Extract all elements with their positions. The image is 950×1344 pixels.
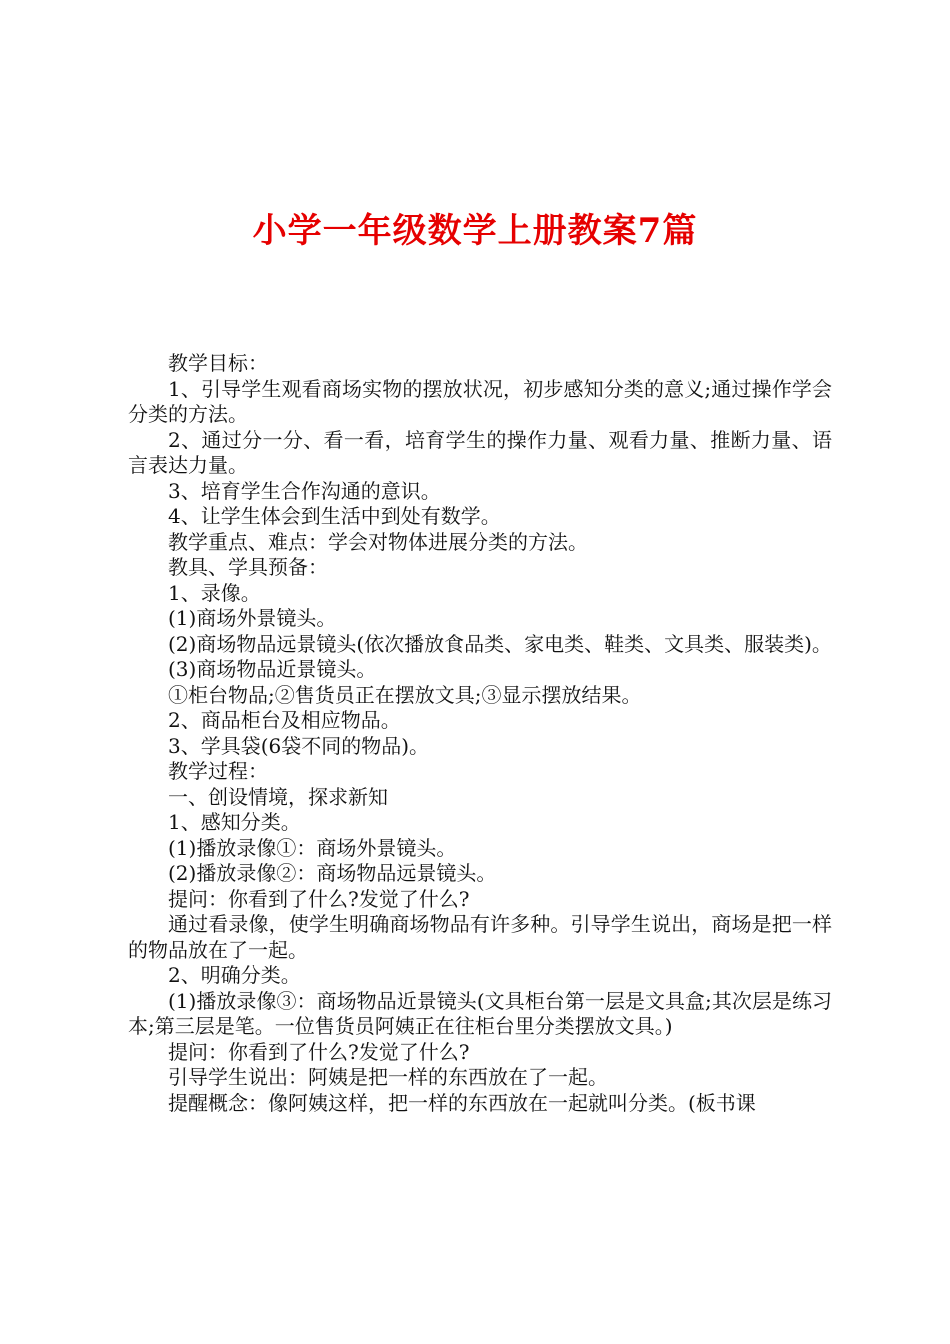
paragraph: 提问：你看到了什么?发觉了什么? <box>168 1039 470 1064</box>
paragraph: (2)商场物品远景镜头(依次播放食品类、家电类、鞋类、文具类、服装类)。 <box>168 631 832 656</box>
paragraph: 提问：你看到了什么?发觉了什么? <box>168 886 470 911</box>
paragraph: 4、让学生体会到生活中到处有数学。 <box>168 504 501 528</box>
paragraph: (1)播放录像①：商场外景镜头。 <box>168 835 457 860</box>
paragraph: 教具、学具预备： <box>168 555 328 579</box>
paragraph: 2、通过分一分、看一看，培育学生的操作力量、观看力量、推断力量、语言表达力量。 <box>128 427 832 477</box>
paragraph: (1)播放录像③：商场物品近景镜头(文具柜台第一层是文具盒;其次层是练习本;第三层是笔。一位售货员阿姨正在往柜台里分类摆放文具。) <box>128 988 832 1038</box>
paragraph: (1)商场外景镜头。 <box>168 606 337 630</box>
paragraph: 3、学具袋(6袋不同的物品)。 <box>168 733 430 758</box>
paragraph: 3、培育学生合作沟通的意识。 <box>168 478 441 503</box>
paragraph: 提醒概念：像阿姨这样，把一样的东西放在一起就叫分类。(板书课 <box>168 1090 756 1115</box>
paragraph: ①柜台物品;②售货员正在摆放文具;③显示摆放结果。 <box>168 682 642 707</box>
paragraph: (3)商场物品近景镜头。 <box>168 657 377 681</box>
paragraph: 2、明确分类。 <box>168 963 301 987</box>
paragraph: 一、创设情境，探求新知 <box>168 784 388 809</box>
document-body <box>128 351 832 1116</box>
paragraph: 1、录像。 <box>168 580 261 605</box>
paragraph: 1、引导学生观看商场实物的摆放状况，初步感知分类的意义;通过操作学会分类的方法。 <box>128 376 832 426</box>
paragraph: 引导学生说出：阿姨是把一样的东西放在了一起。 <box>168 1065 608 1089</box>
paragraph: 2、商品柜台及相应物品。 <box>168 708 401 732</box>
paragraph: 教学重点、难点：学会对物体进展分类的方法。 <box>168 529 588 554</box>
paragraph: 通过看录像，使学生明确商场物品有许多种。引导学生说出，商场是把一样的物品放在了一起。 <box>128 912 832 962</box>
paragraph: (2)播放录像②：商场物品远景镜头。 <box>168 861 497 885</box>
paragraph: 教学过程： <box>168 759 268 783</box>
document-title: 小学一年级数学上册教案7篇 <box>252 211 698 251</box>
paragraph: 教学目标： <box>168 351 268 375</box>
paragraph: 1、感知分类。 <box>168 810 301 834</box>
